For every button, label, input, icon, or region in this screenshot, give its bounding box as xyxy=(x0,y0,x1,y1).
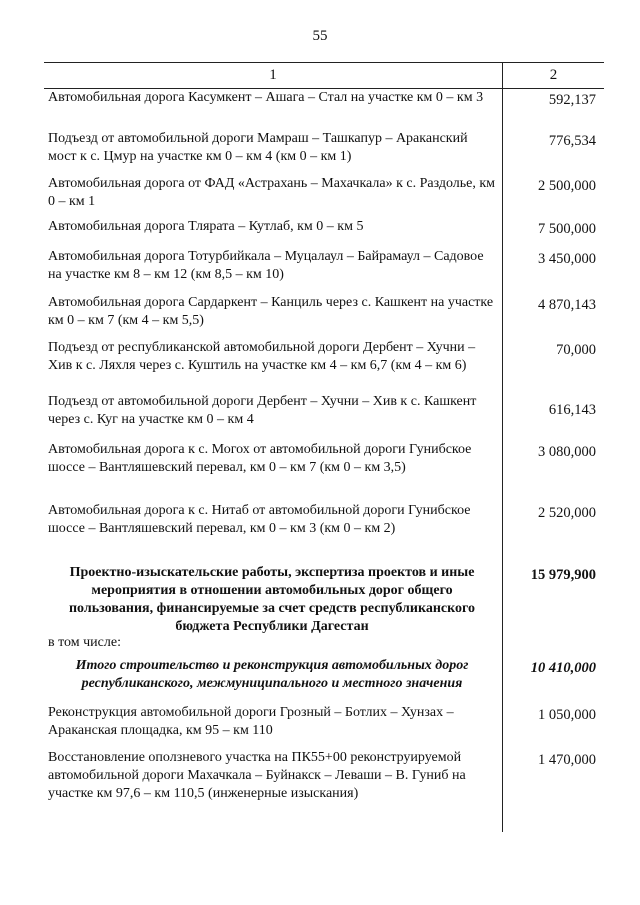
row-value: 616,143 xyxy=(548,402,596,418)
row-description: Автомобильная дорога от ФАД «Астрахань – Махачкала» к с. Раздолье, км 0 – км 1 xyxy=(48,176,496,209)
section-total-value: 15 979,900 xyxy=(530,567,596,583)
row-description: Автомобильная дорога Касумкент – Ашага – Стал на участке км 0 – км 3 xyxy=(48,90,484,105)
section-heading: Проектно-изыскательские работы, экспертиза проектов и иные мероприятия в отношении автомобильных дорог общего пользования, финансируемые за счет средств республиканского бюджета Республики Дагестан xyxy=(68,565,475,634)
row-value: 2 520,000 xyxy=(538,505,596,521)
row-description: Автомобильная дорога к с. Нитаб от автомобильной дороги Гунибское шоссе – Вантляшевский перевал, км 0 – км 3 (км 0 – км 2) xyxy=(48,503,471,536)
budget-table xyxy=(44,62,604,832)
row-value: 2 500,000 xyxy=(538,178,596,194)
row-value: 1 050,000 xyxy=(538,707,596,723)
row-description: Восстановление оползневого участка на ПК55+00 реконструируемой автомобильной дороги Махачкала – Буйнакск – Леваши – В. Гуниб на участке км 97,6 – км 110,5 (инженерные изыскания) xyxy=(48,750,466,801)
row-value: 3 080,000 xyxy=(538,444,596,460)
row-value: 776,534 xyxy=(548,133,596,149)
row-value: 592,137 xyxy=(548,92,596,108)
subtotal-value: 10 410,000 xyxy=(530,660,596,676)
row-description: Автомобильная дорога к с. Могох от автомобильной дороги Гунибское шоссе – Вантляшевский перевал, км 0 – км 7 (км 0 – км 3,5) xyxy=(48,442,472,475)
row-value: 4 870,143 xyxy=(538,297,596,313)
row-value: 70,000 xyxy=(556,342,596,358)
row-value: 1 470,000 xyxy=(538,752,596,768)
row-description: Подъезд от автомобильной дороги Мамраш – Ташкапур – Араканский мост к с. Цмур на участке км 0 – км 4 (км 0 – км 1) xyxy=(48,131,468,164)
page-number: 55 xyxy=(312,28,328,44)
column-header-2: 2 xyxy=(549,67,558,83)
row-description: Автомобильная дорога Тлярата – Кутлаб, км 0 – км 5 xyxy=(48,219,364,234)
including-label: в том числе: xyxy=(48,635,121,650)
table-top-border xyxy=(44,62,604,63)
row-description: Реконструкция автомобильной дороги Грозный – Ботлих – Хунзах – Араканская площадка, км 95 – км 110 xyxy=(48,705,454,738)
row-description: Автомобильная дорога Сардаркент – Канциль через с. Кашкент на участке км 0 – км 7 (км 4 – км 5,5) xyxy=(48,295,494,328)
subtotal-heading: Итого строительство и реконструкция автомобильных дорог республиканского, межмуниципального и местного значения xyxy=(75,658,469,691)
row-value: 7 500,000 xyxy=(538,221,596,237)
row-description: Автомобильная дорога Тотурбийкала – Муцалаул – Байрамаул – Садовое на участке км 8 – км 12 (км 8,5 – км 10) xyxy=(48,249,484,282)
row-description: Подъезд от республиканской автомобильной дороги Дербент – Хучни – Хив к с. Ляхля через с. Куштиль на участке км 4 – км 6,7 (км 4 – км 6) xyxy=(48,340,476,373)
column-header-1: 1 xyxy=(269,67,277,83)
row-description: Подъезд от автомобильной дороги Дербент – Хучни – Хив к с. Кашкент через с. Куг на участке км 0 – км 4 xyxy=(48,394,477,427)
row-value: 3 450,000 xyxy=(538,251,596,267)
